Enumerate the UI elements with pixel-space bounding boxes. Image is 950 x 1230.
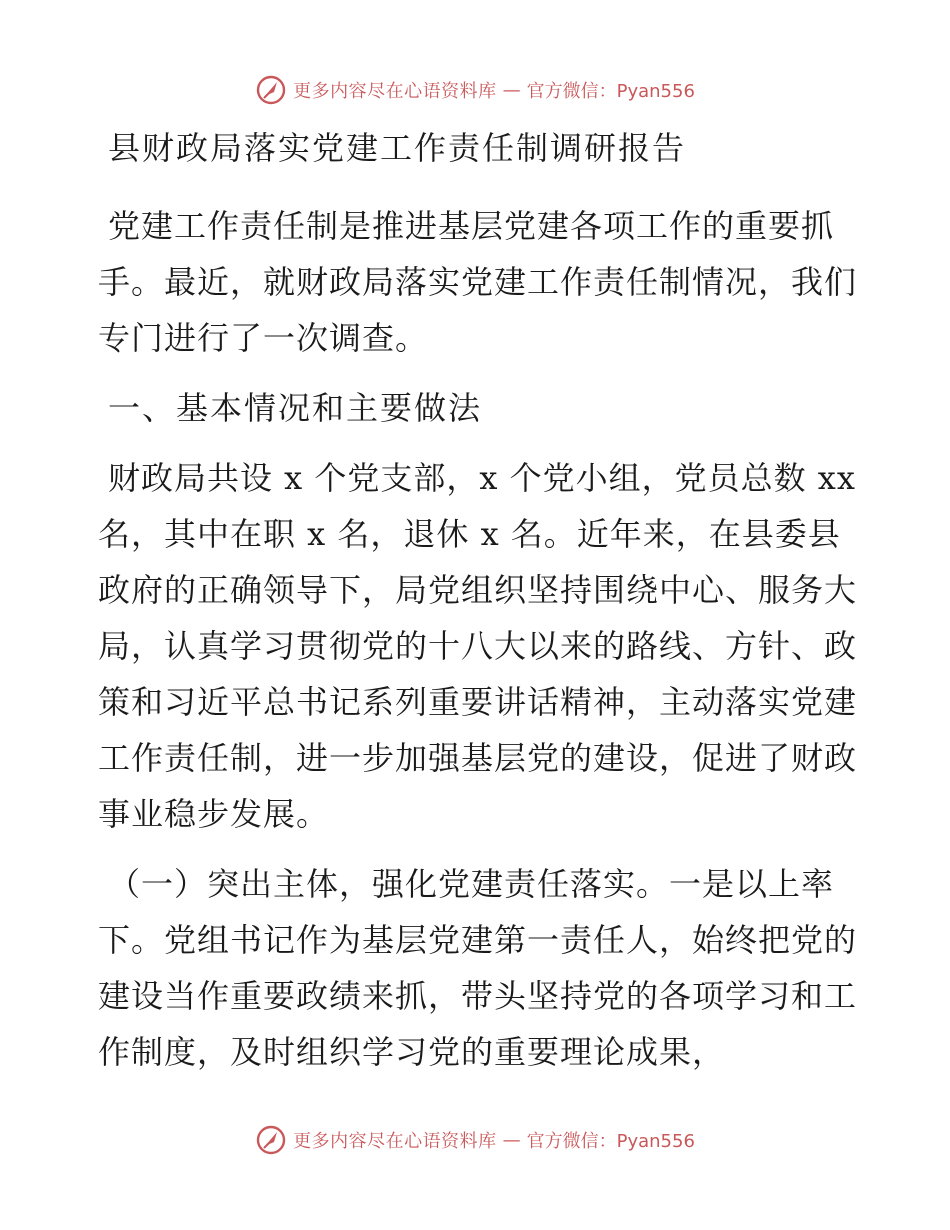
watermark-header — [0, 70, 950, 110]
watermark-separator: — — [502, 1129, 521, 1151]
section-heading: 一、基本情况和主要做法 — [108, 389, 483, 427]
quill-logo-icon — [255, 1124, 287, 1156]
quill-logo-icon — [255, 74, 287, 106]
watermark-text: 更多内容尽在心语资料库 — [293, 1131, 497, 1152]
watermark-wechat: 官方微信：Pyan556 — [526, 81, 695, 102]
watermark-separator: — — [502, 79, 521, 101]
subsection-paragraph: （一）突出主体，强化党建责任落实。一是以上率下。党组书记作为基层党建第一责任人，始终把党的建设当作重要政绩来抓，带头坚持党的各项学习和工作制度，及时组织学习党的重要理论成果， — [98, 865, 858, 1071]
watermark-text: 更多内容尽在心语资料库 — [293, 81, 497, 102]
intro-paragraph: 党建工作责任制是推进基层党建各项工作的重要抓手。最近，就财政局落实党建工作责任制情况，我们专门进行了一次调查。 — [98, 207, 858, 357]
section-body-paragraph: 财政局共设 x 个党支部，x 个党小组，党员总数 xx 名，其中在职 x 名，退休 x 名。近年来，在县委县政府的正确领导下，局党组织坚持围绕中心、服务大局，认真学习贯彻党的十八大以来的路线、方针、政策和习近平总书记系列重要讲话精神，主动落实党建工作责任制，进一步加强基层党的建设，促进了财政事业稳步发展。 — [98, 459, 858, 833]
watermark-wechat: 官方微信：Pyan556 — [526, 1131, 695, 1152]
document-body — [98, 126, 858, 1094]
document-title: 县财政局落实党建工作责任制调研报告 — [108, 129, 687, 167]
watermark-footer — [0, 1120, 950, 1160]
